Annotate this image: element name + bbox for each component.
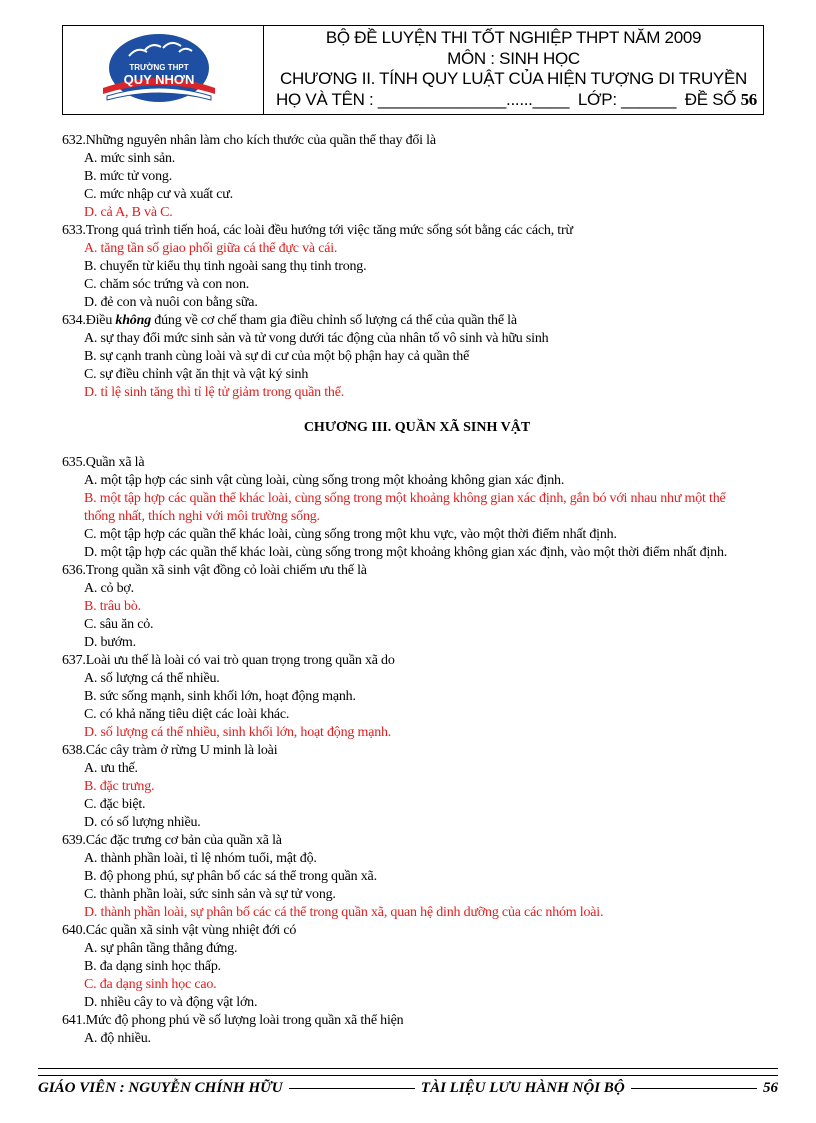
answer-option: A. độ nhiều. — [84, 1031, 151, 1046]
question-stem: 640.Các quần xã sinh vật vùng nhiệt đới có — [62, 923, 297, 938]
answer-option: D. nhiều cây to và động vật lớn. — [84, 995, 258, 1010]
answer-option: D. bướm. — [84, 635, 136, 650]
answer-option: C. một tập hợp các quần thể khác loài, cùng sống trong một khu vực, vào một thời điểm nhất định. — [84, 527, 617, 542]
question-634-stem: 634.Điều không đúng về cơ chế tham gia điều chỉnh số lượng cá thể của quần thể là — [62, 313, 517, 328]
questions-635-641 — [62, 454, 772, 1048]
question-stem: 633.Trong quá trình tiến hoá, các loài đều hướng tới việc tăng mức sống sót bằng các cách, trừ — [62, 223, 573, 238]
answer-option: C. chăm sóc trứng và con non. — [84, 277, 250, 292]
school-logo-icon — [63, 26, 263, 114]
answer-option: D. cả A, B và C. — [84, 205, 173, 220]
question-stem: 636.Trong quần xã sinh vật đồng cỏ loài chiếm ưu thế là — [62, 563, 367, 578]
question-content — [62, 132, 772, 1048]
student-info-row — [264, 90, 763, 111]
chapter-title: CHƯƠNG II. TÍNH QUY LUẬT CỦA HIỆN TƯỢNG DI TRUYỀN — [280, 69, 747, 88]
answer-option: thống nhất, thích nghi với môi trường sống. — [84, 509, 320, 524]
exam-number: ĐỀ SỐ 56 — [684, 89, 757, 109]
answer-option: B. sức sống mạnh, sinh khối lớn, hoạt động mạnh. — [84, 689, 356, 704]
answer-option: A. sự phân tầng thẳng đứng. — [84, 941, 238, 956]
answer-option: B. độ phong phú, sự phân bố các sá thể trong quần xã. — [84, 869, 377, 884]
question-stem: 637.Loài ưu thế là loài có vai trò quan trọng trong quần xã do — [62, 653, 395, 668]
answer-option: A. cỏ bợ. — [84, 581, 134, 596]
answer-option: A. thành phần loài, tỉ lệ nhóm tuổi, mật độ. — [84, 851, 317, 866]
answer-option: A. một tập hợp các sinh vật cùng loài, cùng sống trong một khoảng không gian xác định. — [84, 473, 565, 488]
question-stem: 641.Mức độ phong phú về số lượng loài trong quần xã thể hiện — [62, 1013, 404, 1028]
answer-option: C. đa dạng sinh học cao. — [84, 977, 217, 992]
answer-option: D. có số lượng nhiều. — [84, 815, 201, 830]
answer-option: A. mức sinh sản. — [84, 151, 176, 166]
answer-option: B. một tập hợp các quần thể khác loài, cùng sống trong một khoảng không gian xác định, gắn bó với nhau như một thể — [84, 491, 726, 506]
question-634-options — [62, 330, 772, 402]
answer-option: B. sự cạnh tranh cùng loài và sự di cư của một bộ phận hay cả quần thể — [84, 349, 470, 364]
name-field: HỌ VÀ TÊN : ______________......____ — [276, 89, 570, 109]
question-stem: 639.Các đặc trưng cơ bản của quần xã là — [62, 833, 282, 848]
question-stem: 638.Các cây tràm ở rừng U minh là loài — [62, 743, 278, 758]
answer-option: D. thành phần loài, sự phân bố các cá thể trong quần xã, quan hệ dinh dưỡng của các nhóm loài. — [84, 905, 604, 920]
answer-option: C. sự điều chỉnh vật ăn thịt và vật ký sinh — [84, 367, 309, 382]
header-titles — [264, 26, 763, 114]
answer-option: A. sự thay đổi mức sinh sản và tử vong dưới tác động của nhân tố vô sinh và hữu sinh — [84, 331, 549, 346]
school-logo — [63, 26, 264, 114]
answer-option: A. số lượng cá thể nhiều. — [84, 671, 220, 686]
svg-text:QUY NHƠN: QUY NHƠN — [123, 72, 195, 87]
footer-dash — [289, 1088, 415, 1089]
answer-option: D. một tập hợp các quần thể khác loài, cùng sống trong một khoảng không gian xác định, vào một thời điểm nhất định. — [84, 545, 728, 560]
answer-option: B. đặc trưng. — [84, 779, 155, 794]
page-footer — [38, 1080, 778, 1097]
answer-option: D. số lượng cá thể nhiều, sinh khối lớn, hoạt động mạnh. — [84, 725, 392, 740]
chapter-heading: CHƯƠNG III. QUẦN XÃ SINH VẬT — [303, 420, 531, 435]
document-header — [62, 25, 764, 115]
page-number: 56 — [763, 1080, 778, 1096]
footer-divider — [38, 1068, 778, 1076]
answer-option: D. tỉ lệ sinh tăng thì tỉ lệ tử giảm trong quần thể. — [84, 385, 345, 400]
answer-option: C. sâu ăn cỏ. — [84, 617, 154, 632]
answer-option: C. mức nhập cư và xuất cư. — [84, 187, 233, 202]
series-title: BỘ ĐỀ LUYỆN THI TỐT NGHIỆP THPT NĂM 2009 — [325, 28, 702, 47]
question-stem: 632.Những nguyên nhân làm cho kích thước của quần thể thay đổi là — [62, 133, 436, 148]
answer-option: B. trâu bò. — [84, 599, 141, 614]
answer-option: B. mức tử vong. — [84, 169, 173, 184]
internal-document-note: TÀI LIỆU LƯU HÀNH NỘI BỘ — [420, 1080, 625, 1096]
svg-text:TRƯỜNG THPT: TRƯỜNG THPT — [129, 63, 189, 72]
teacher-name: GIÁO VIÊN : NGUYỄN CHÍNH HỮU — [38, 1080, 283, 1096]
footer-dash — [631, 1088, 757, 1089]
answer-option: B. đa dạng sinh học thấp. — [84, 959, 221, 974]
answer-option: B. chuyển từ kiểu thụ tinh ngoài sang thụ tinh trong. — [84, 259, 367, 274]
answer-option: C. có khả năng tiêu diệt các loài khác. — [84, 707, 290, 722]
questions-632-633 — [62, 132, 772, 312]
answer-option: C. đặc biệt. — [84, 797, 146, 812]
answer-option: A. tăng tần số giao phối giữa cá thể đực và cái. — [84, 241, 338, 256]
question-stem: 635.Quần xã là — [62, 455, 145, 470]
answer-option: C. thành phần loài, sức sinh sản và sự tử vong. — [84, 887, 336, 902]
subject-title: MÔN : SINH HỌC — [447, 48, 580, 68]
answer-option: A. ưu thế. — [84, 761, 138, 776]
class-field: LỚP: ______ — [577, 89, 677, 109]
answer-option: D. đẻ con và nuôi con bằng sữa. — [84, 295, 258, 310]
